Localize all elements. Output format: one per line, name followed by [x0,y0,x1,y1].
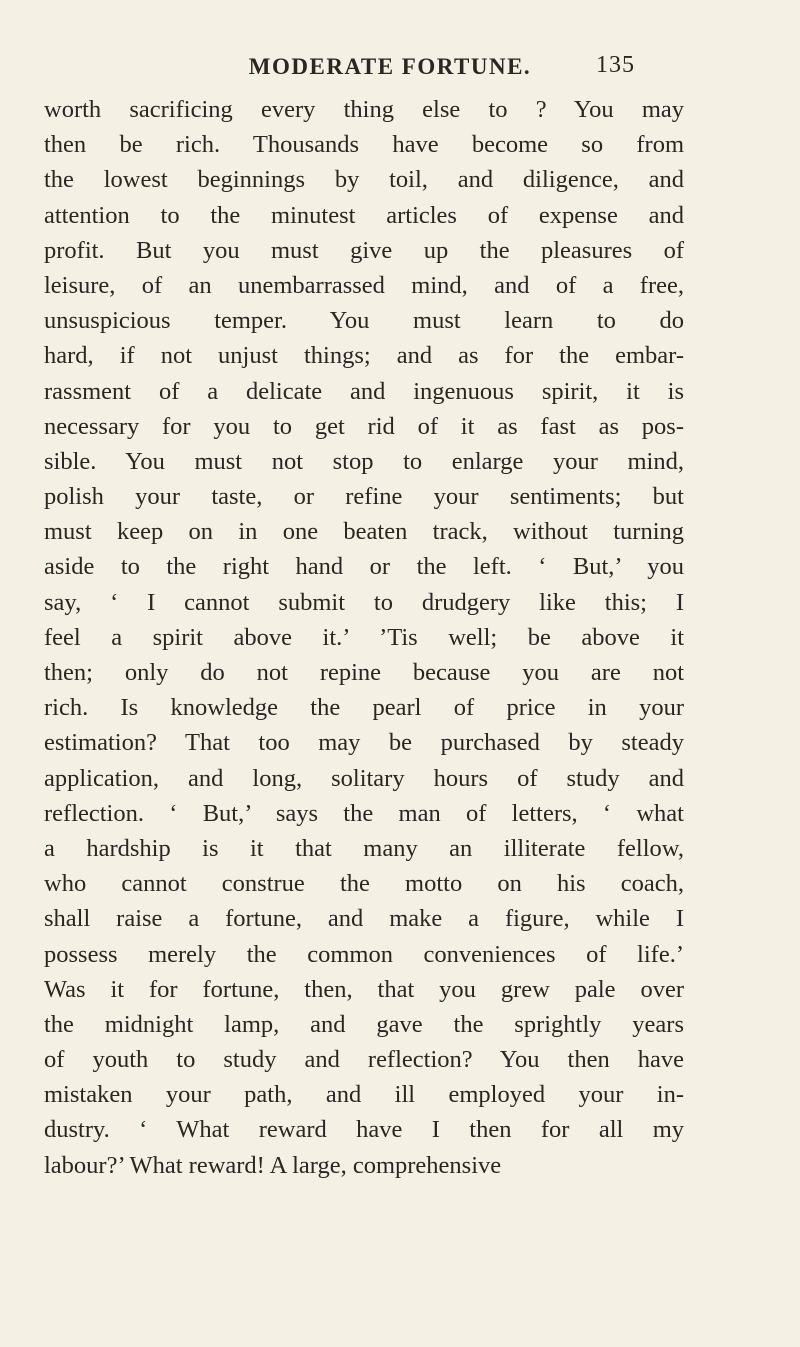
text-line: then be rich. Thousands have become so from [44,131,684,159]
text-line: labour?’ What reward! A large, comprehensive [44,1151,502,1179]
text-line: the midnight lamp, and gave the sprightly years [44,1010,684,1038]
text-line: application, and long, solitary hours of study and [44,764,684,792]
text-line: sible. You must not stop to enlarge your mind, [44,447,684,475]
text-line: dustry. ‘ What reward have I then for all my [44,1116,684,1144]
text-line: unsuspicious temper. You must learn to do [44,307,684,335]
page-number: 135 [596,52,635,78]
text-line: worth sacrificing every thing else to ? You may [44,96,684,123]
text-line: who cannot construe the motto on his coach, [44,870,684,898]
text-line: Was it for fortune, then, that you grew pale over [44,975,684,1003]
text-line: mistaken your path, and ill employed your in- [44,1081,684,1109]
text-line: hard, if not unjust things; and as for the embar- [44,342,684,370]
running-title: MODERATE FORTUNE. [248,54,532,79]
text-line: feel a spirit above it.’ ’Tis well; be above it [44,623,684,651]
text-line: of youth to study and reflection? You then have [44,1046,684,1074]
text-line: a hardship is it that many an illiterate fellow, [44,834,684,862]
text-line: rassment of a delicate and ingenuous spirit, it is [44,377,684,405]
text-line: estimation? That too may be purchased by steady [44,729,684,757]
text-line: attention to the minutest articles of expense and [44,201,684,229]
body-text [44,92,684,1183]
text-line: profit. But you must give up the pleasures of [44,236,684,264]
text-line: reflection. ‘ But,’ says the man of letters, ‘ what [44,799,684,827]
text-line: possess merely the common conveniences of life.’ [44,940,684,968]
text-line: must keep on in one beaten track, without turning [44,518,684,546]
text-line: leisure, of an unembarrassed mind, and of a free, [44,271,684,299]
text-line: then; only do not repine because you are not [44,659,684,686]
text-line: say, ‘ I cannot submit to drudgery like this; I [44,588,684,616]
text-line: shall raise a fortune, and make a figure, while I [44,905,684,933]
text-line: necessary for you to get rid of it as fast as pos- [44,412,684,440]
text-line: the lowest beginnings by toil, and diligence, and [44,166,684,194]
text-line: polish your taste, or refine your sentiments; but [44,483,684,511]
text-line: aside to the right hand or the left. ‘ But,’ you [44,553,684,581]
text-line: rich. Is knowledge the pearl of price in your [44,694,684,722]
